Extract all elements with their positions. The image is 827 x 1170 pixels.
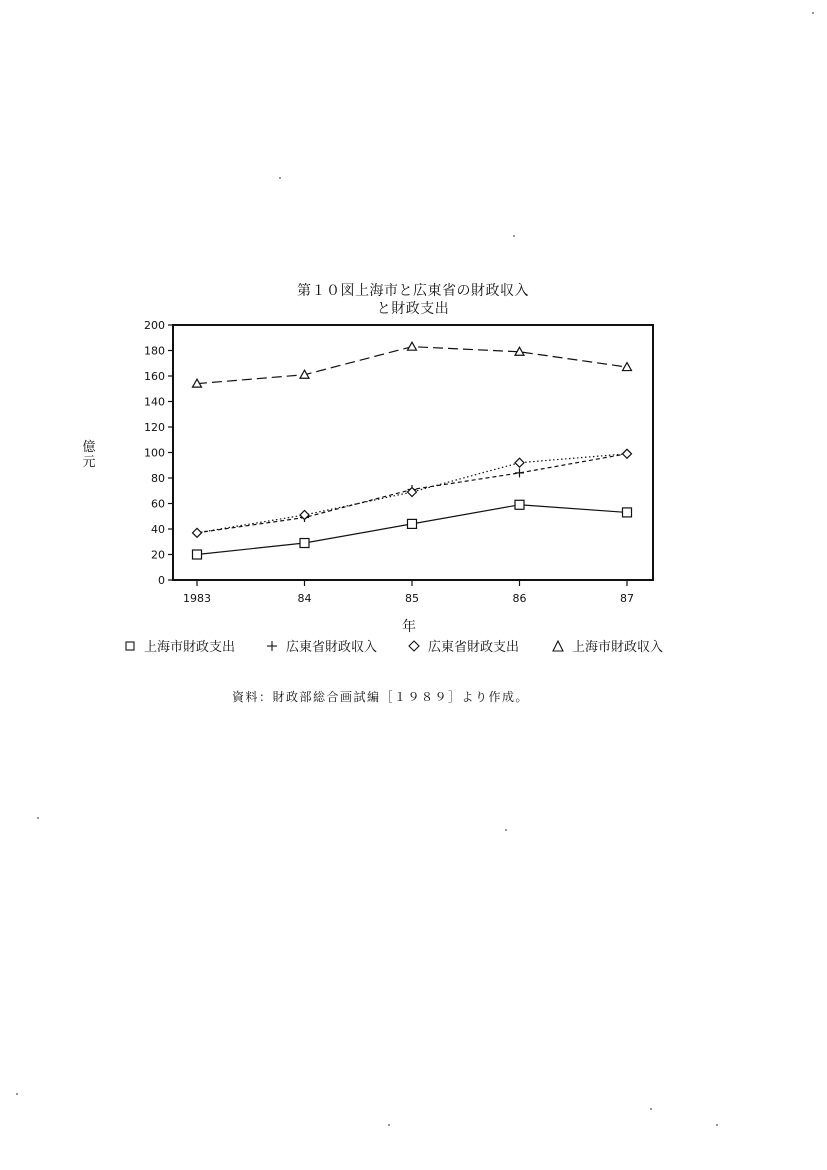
data-point-square <box>300 539 309 548</box>
data-point-diamond <box>515 458 524 467</box>
x-tick-label: 85 <box>405 592 419 605</box>
legend-item-shanghai-expenditure <box>124 636 235 655</box>
y-tick-label: 80 <box>151 472 165 485</box>
legend-label: 上海市財政収入 <box>572 640 664 655</box>
x-tick-label: 1983 <box>183 592 211 605</box>
legend-label: 広東省財政支出 <box>428 640 520 655</box>
x-tick-label: 87 <box>620 592 634 605</box>
plot-frame <box>173 325 653 580</box>
plus-marker-icon <box>266 640 278 652</box>
legend-item-guangdong-revenue <box>266 636 377 655</box>
triangle-marker-icon <box>552 640 564 652</box>
legend-label: 広東省財政収入 <box>286 640 378 655</box>
x-tick-label: 86 <box>512 592 527 605</box>
scan-speck <box>716 1124 718 1126</box>
legend <box>124 636 704 656</box>
y-tick-label: 60 <box>151 497 165 511</box>
source-note: 資料：財政部総合画試編［１９８９］より作成。 <box>232 690 530 704</box>
y-tick-label: 100 <box>144 446 165 460</box>
scan-speck <box>388 1124 390 1126</box>
y-tick-label: 20 <box>151 548 165 562</box>
data-point-diamond <box>193 528 202 537</box>
x-axis-label: 年 <box>402 619 416 635</box>
scan-speck <box>505 829 507 831</box>
y-tick-label: 0 <box>158 574 165 587</box>
scan-speck <box>650 1108 652 1110</box>
scan-speck <box>812 12 814 14</box>
chart-title-line-1: 第１０図上海市と広東省の財政収入 <box>297 283 529 299</box>
y-axis-label: 億元 <box>82 440 96 470</box>
chart-title-line-2: と財政支出 <box>376 301 450 317</box>
y-tick-label: 120 <box>144 421 165 434</box>
scan-speck <box>279 177 281 179</box>
scan-speck <box>16 1093 18 1095</box>
data-point-square <box>408 519 417 528</box>
data-point-square <box>193 550 202 559</box>
scan-speck <box>37 817 39 819</box>
series-line-3 <box>197 347 627 384</box>
data-point-square <box>515 500 524 509</box>
data-point-triangle <box>408 342 417 350</box>
y-tick-label: 160 <box>144 370 165 383</box>
legend-item-guangdong-expenditure <box>408 636 519 655</box>
x-tick-label: 84 <box>297 592 312 605</box>
y-tick-label: 40 <box>151 523 165 536</box>
data-point-triangle <box>623 363 632 371</box>
data-point-plus <box>515 468 524 477</box>
legend-item-shanghai-revenue <box>552 636 663 655</box>
y-tick-label: 180 <box>144 344 165 358</box>
y-tick-label: 200 <box>144 319 165 332</box>
scan-speck <box>513 235 515 237</box>
legend-label: 上海市財政支出 <box>144 640 236 655</box>
diamond-marker-icon <box>408 640 420 652</box>
data-point-diamond <box>623 449 632 458</box>
data-point-square <box>623 508 632 517</box>
series-line-0 <box>197 505 627 555</box>
y-tick-label: 140 <box>144 395 165 409</box>
square-marker-icon <box>124 640 136 652</box>
